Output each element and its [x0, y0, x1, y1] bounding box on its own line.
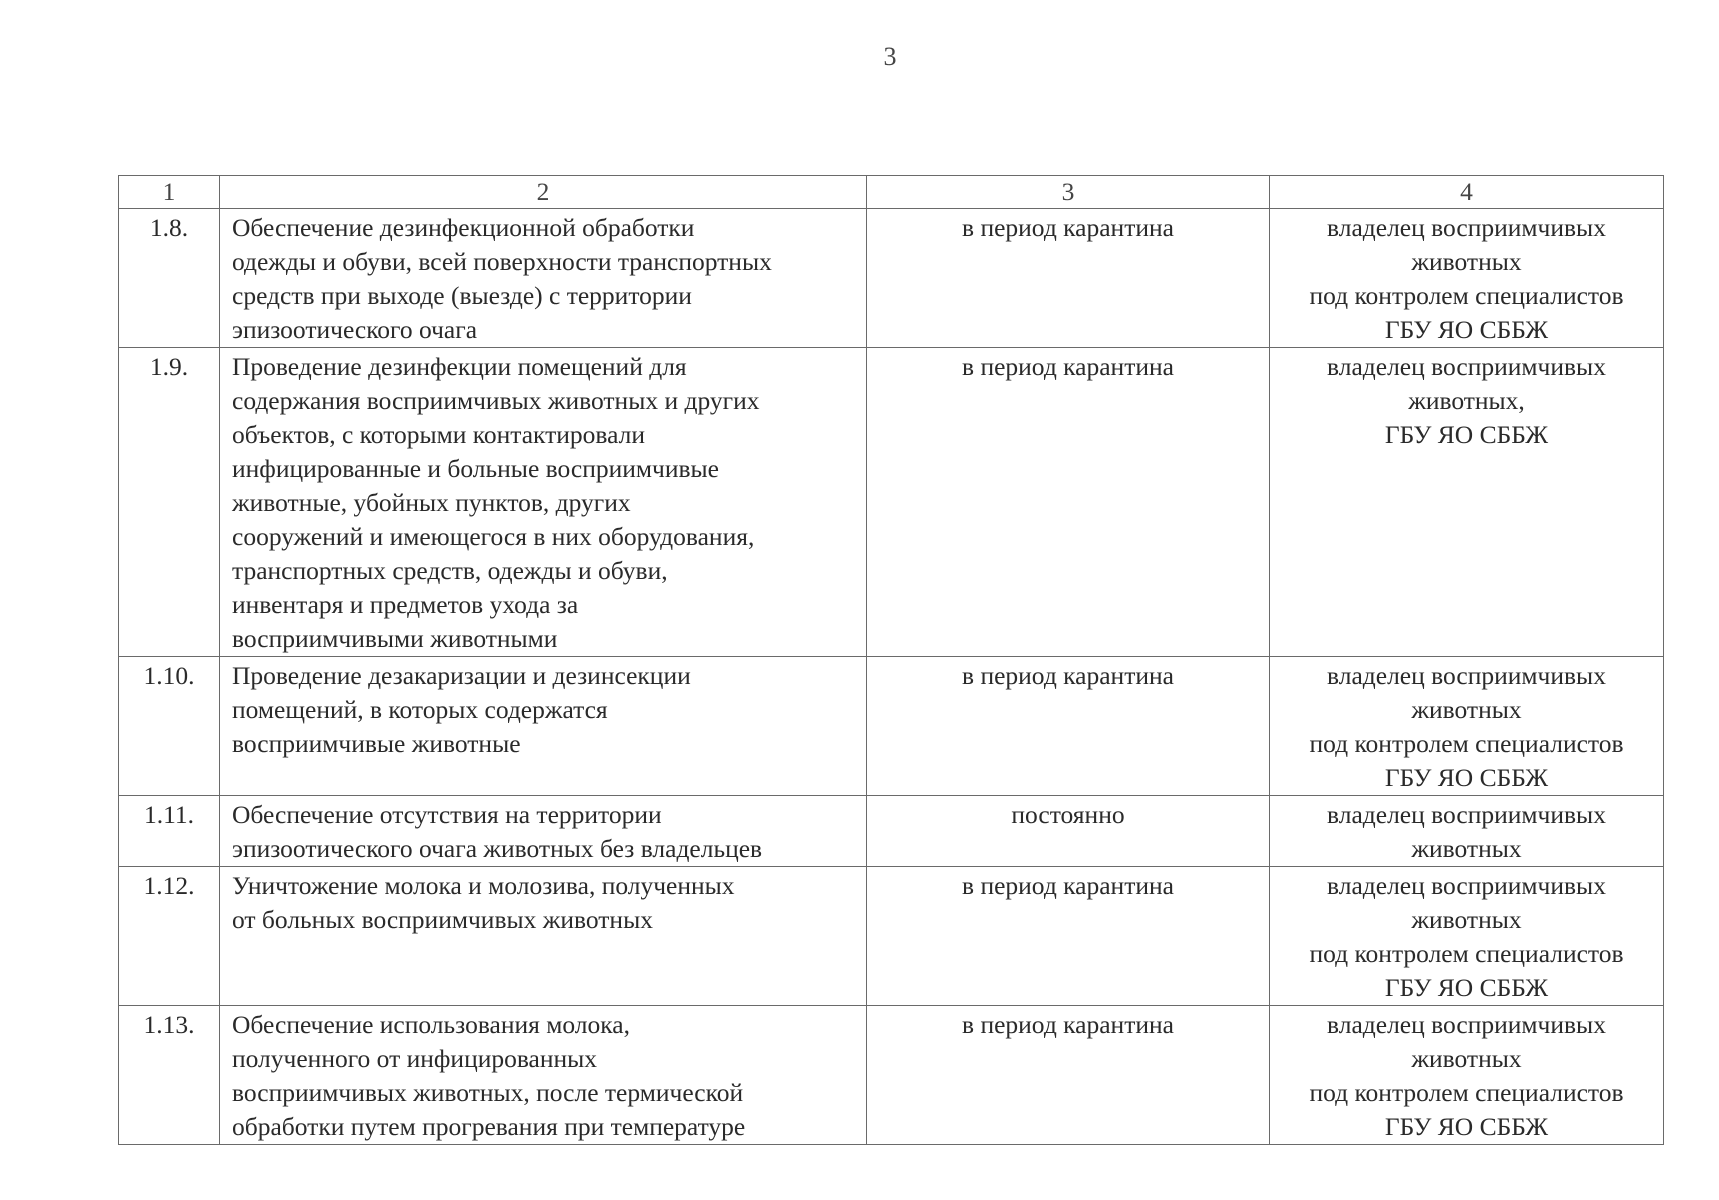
measure-period: в период карантина: [867, 209, 1270, 348]
item-number: 1.11.: [119, 796, 220, 867]
item-number: 1.13.: [119, 1006, 220, 1145]
measure-description: Обеспечение отсутствия на территории эпизоотического очага животных без владельцев: [220, 796, 867, 867]
table-row: [119, 657, 1664, 796]
column-number-3: 3: [867, 176, 1270, 209]
item-number: 1.12.: [119, 867, 220, 1006]
measure-responsible: владелец восприимчивых животных под контролем специалистов ГБУ ЯО СББЖ: [1270, 867, 1664, 1006]
table-row: [119, 209, 1664, 348]
measure-description: Проведение дезинфекции помещений для содержания восприимчивых животных и других объектов, с которыми контактировали инфицированные и больные восприимчивые животные, убойных пунктов, других сооружений и имеющегося в них оборудования, транспортных средств, одежды и обуви, инвентаря и предметов ухода за восприимчивыми животными: [220, 348, 867, 657]
item-number: 1.8.: [119, 209, 220, 348]
table-row: [119, 1006, 1664, 1145]
measure-description: Обеспечение использования молока, полученного от инфицированных восприимчивых животных, после термической обработки путем прогревания при температуре: [220, 1006, 867, 1145]
measure-description: Проведение дезакаризации и дезинсекции помещений, в которых содержатся восприимчивые животные: [220, 657, 867, 796]
measures-table: [118, 175, 1664, 1145]
column-number-1: 1: [119, 176, 220, 209]
item-number: 1.10.: [119, 657, 220, 796]
table-row: [119, 348, 1664, 657]
measure-period: в период карантина: [867, 657, 1270, 796]
measure-period: постоянно: [867, 796, 1270, 867]
table-header-row: [119, 176, 1664, 209]
table-row: [119, 796, 1664, 867]
table-row: [119, 867, 1664, 1006]
measure-period: в период карантина: [867, 1006, 1270, 1145]
column-number-2: 2: [220, 176, 867, 209]
measure-description: Уничтожение молока и молозива, полученных от больных восприимчивых животных: [220, 867, 867, 1006]
item-number: 1.9.: [119, 348, 220, 657]
measure-description: Обеспечение дезинфекционной обработки одежды и обуви, всей поверхности транспортных средств при выходе (выезде) с территории эпизоотического очага: [220, 209, 867, 348]
measure-responsible: владелец восприимчивых животных под контролем специалистов ГБУ ЯО СББЖ: [1270, 1006, 1664, 1145]
measure-responsible: владелец восприимчивых животных под контролем специалистов ГБУ ЯО СББЖ: [1270, 209, 1664, 348]
measure-period: в период карантина: [867, 867, 1270, 1006]
measure-responsible: владелец восприимчивых животных: [1270, 796, 1664, 867]
column-number-4: 4: [1270, 176, 1664, 209]
measure-responsible: владелец восприимчивых животных под контролем специалистов ГБУ ЯО СББЖ: [1270, 657, 1664, 796]
measure-period: в период карантина: [867, 348, 1270, 657]
page-number: 3: [883, 42, 897, 71]
measures-table-container: [118, 175, 1663, 1145]
measure-responsible: владелец восприимчивых животных, ГБУ ЯО СББЖ: [1270, 348, 1664, 657]
